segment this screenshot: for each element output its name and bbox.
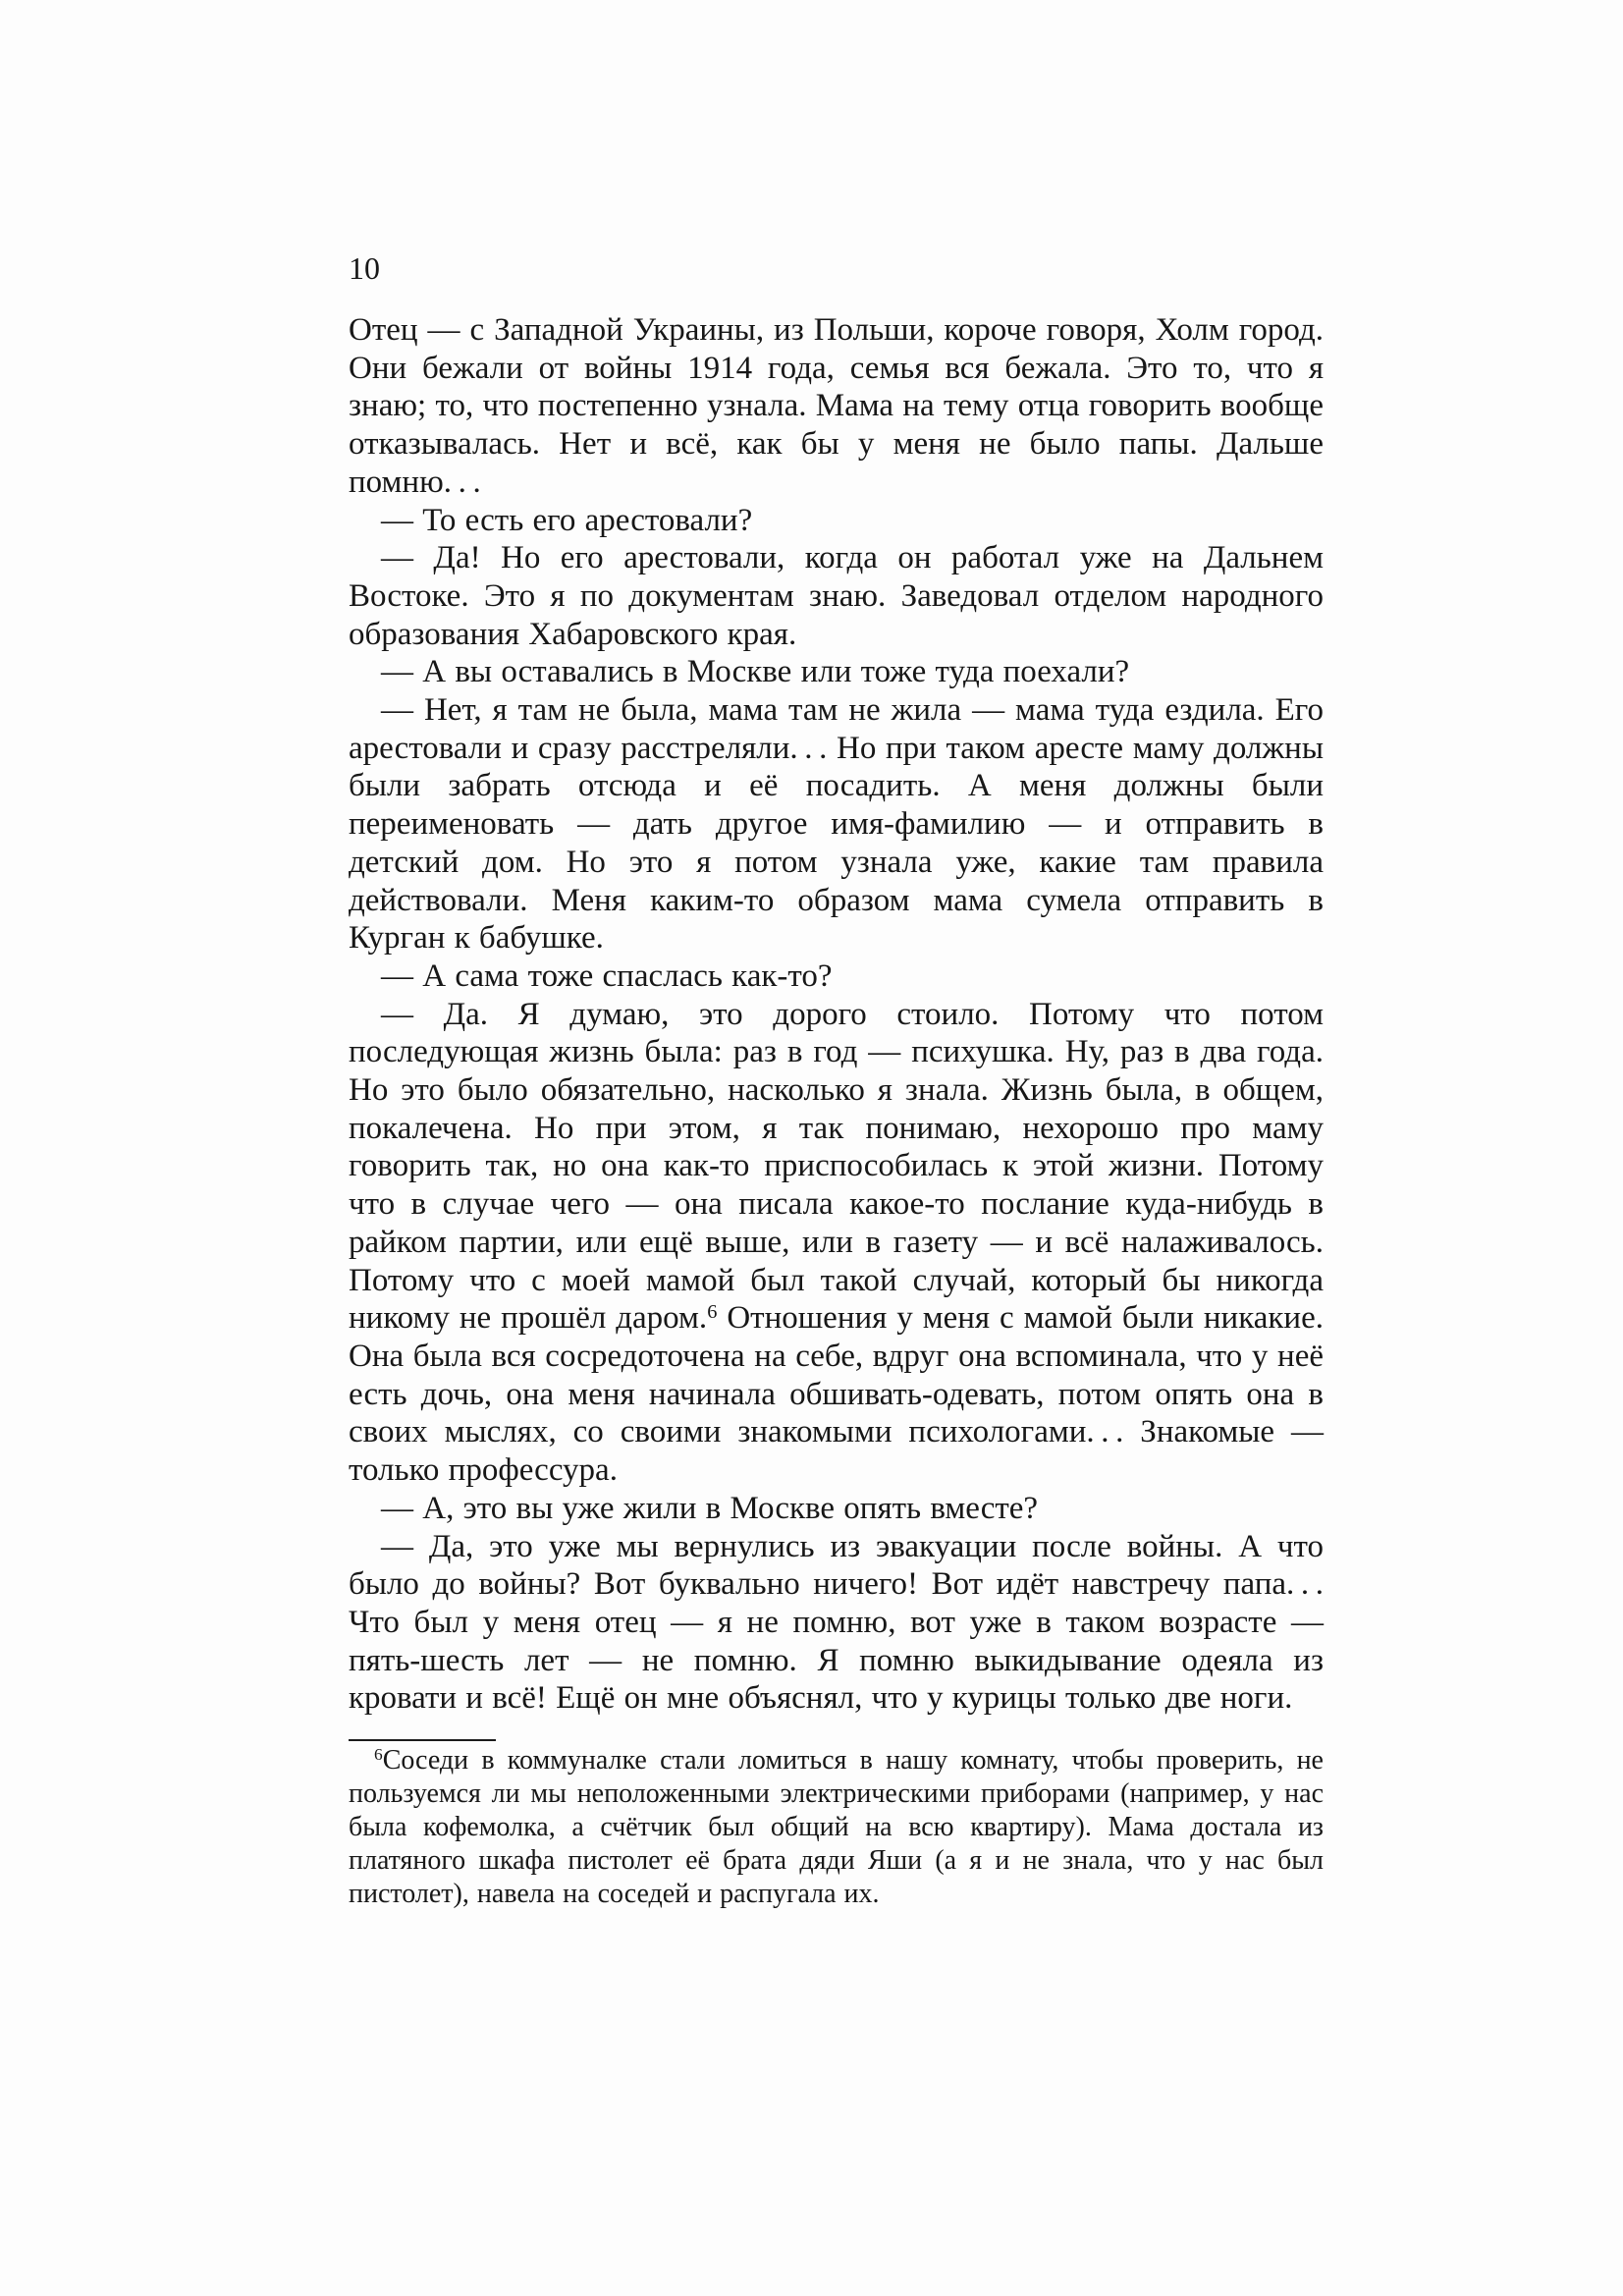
paragraph xyxy=(349,1490,1324,1528)
footnote-marker: 6 xyxy=(374,1745,383,1765)
text-run: Отец — с Западной Украины, из Польши, короче говоря, Холм город. Они бежали от войны 1914 года, семья вся бежала. Это то, что я знаю; то, что постепенно узнала. Мама на тему отца говорить вообще отказывалась. Нет и всё, как бы у меня не было папы. Дальше помню. . . xyxy=(349,312,1324,500)
text-run: — А вы оставались в Москве или тоже туда поехали? xyxy=(381,654,1130,690)
paragraph xyxy=(349,502,1324,540)
text-run: — То есть его арестовали? xyxy=(381,502,753,538)
footnote-marker: 6 xyxy=(707,1301,718,1324)
paragraph xyxy=(349,691,1324,957)
footnote-rule xyxy=(349,1739,496,1741)
text-run: — Нет, я там не была, мама там не жила — мама туда ездила. Его арестовали и сразу расстреляли. . . Но при таком аресте маму должны были забрать отсюда и её посадить. А меня должны были переименовать — дать другое имя-фамилию — и отправить в детский дом. Но это я потом узнала уже, какие там правила действовали. Меня каким-то образом мама сумела отправить в Курган к бабушке. xyxy=(349,692,1324,957)
paragraph xyxy=(349,653,1324,691)
text-run: — А сама тоже спаслась как-то? xyxy=(381,957,833,994)
body-text xyxy=(349,311,1324,1718)
footnote xyxy=(349,1744,1324,1911)
text-run: — Да, это уже мы вернулись из эвакуации после войны. А что было до войны? Вот буквально ничего! Вот идёт навстречу папа. . . Что был у меня отец — я не помню, вот уже в таком возрасте — пять-шесть лет — не помню. Я помню выкидывание одеяла из кровати и всё! Ещё он мне объяснял, что у курицы только две ноги. xyxy=(349,1528,1324,1717)
paragraph xyxy=(349,1528,1324,1719)
paragraph xyxy=(349,311,1324,502)
page-number: 10 xyxy=(349,250,380,286)
text-run: — А, это вы уже жили в Москве опять вместе? xyxy=(381,1490,1039,1526)
text-run: — Да! Но его арестовали, когда он работал уже на Дальнем Востоке. Это я по документам знаю. Заведовал отделом народного образования Хабаровского края. xyxy=(349,540,1324,652)
text-run: Соседи в коммуналке стали ломиться в нашу комнату, чтобы проверить, не пользуемся ли мы неположенными электрическими приборами (например, у нас была кофемолка, а счётчик был общий на всю квартиру). Мама достала из платяного шкафа пистолет её брата дяди Яши (а я и не знала, что у нас был пистолет), навела на соседей и распугала их. xyxy=(349,1745,1324,1909)
paragraph xyxy=(349,996,1324,1490)
text-run: — Да. Я думаю, это дорого стоило. Потому что потом последующая жизнь была: раз в год — психушка. Ну, раз в два года. Но это было обязательно, насколько я знала. Жизнь была, в общем, покалечена. Но при этом, я так понимаю, нехорошо про маму говорить так, но она как-то приспособилась к этой жизни. Потому что в случае чего — она писала какое-то послание куда-нибудь в райком партии, или ещё выше, или в газету — и всё налаживалось. Потому что с моей мамой был такой случай, который бы никогда никому не прошёл даром. xyxy=(349,996,1324,1337)
paragraph xyxy=(349,539,1324,653)
text-run: Отношения у меня с мамой были никакие. Она была вся сосредоточена на себе, вдруг она вспоминала, что у неё есть дочь, она меня начинала обшивать-одевать, потом опять она в своих мыслях, со своими знакомыми психологами. . . Знакомые — только профессура. xyxy=(349,1300,1324,1489)
paragraph xyxy=(349,957,1324,996)
footnote-paragraph xyxy=(349,1744,1324,1911)
